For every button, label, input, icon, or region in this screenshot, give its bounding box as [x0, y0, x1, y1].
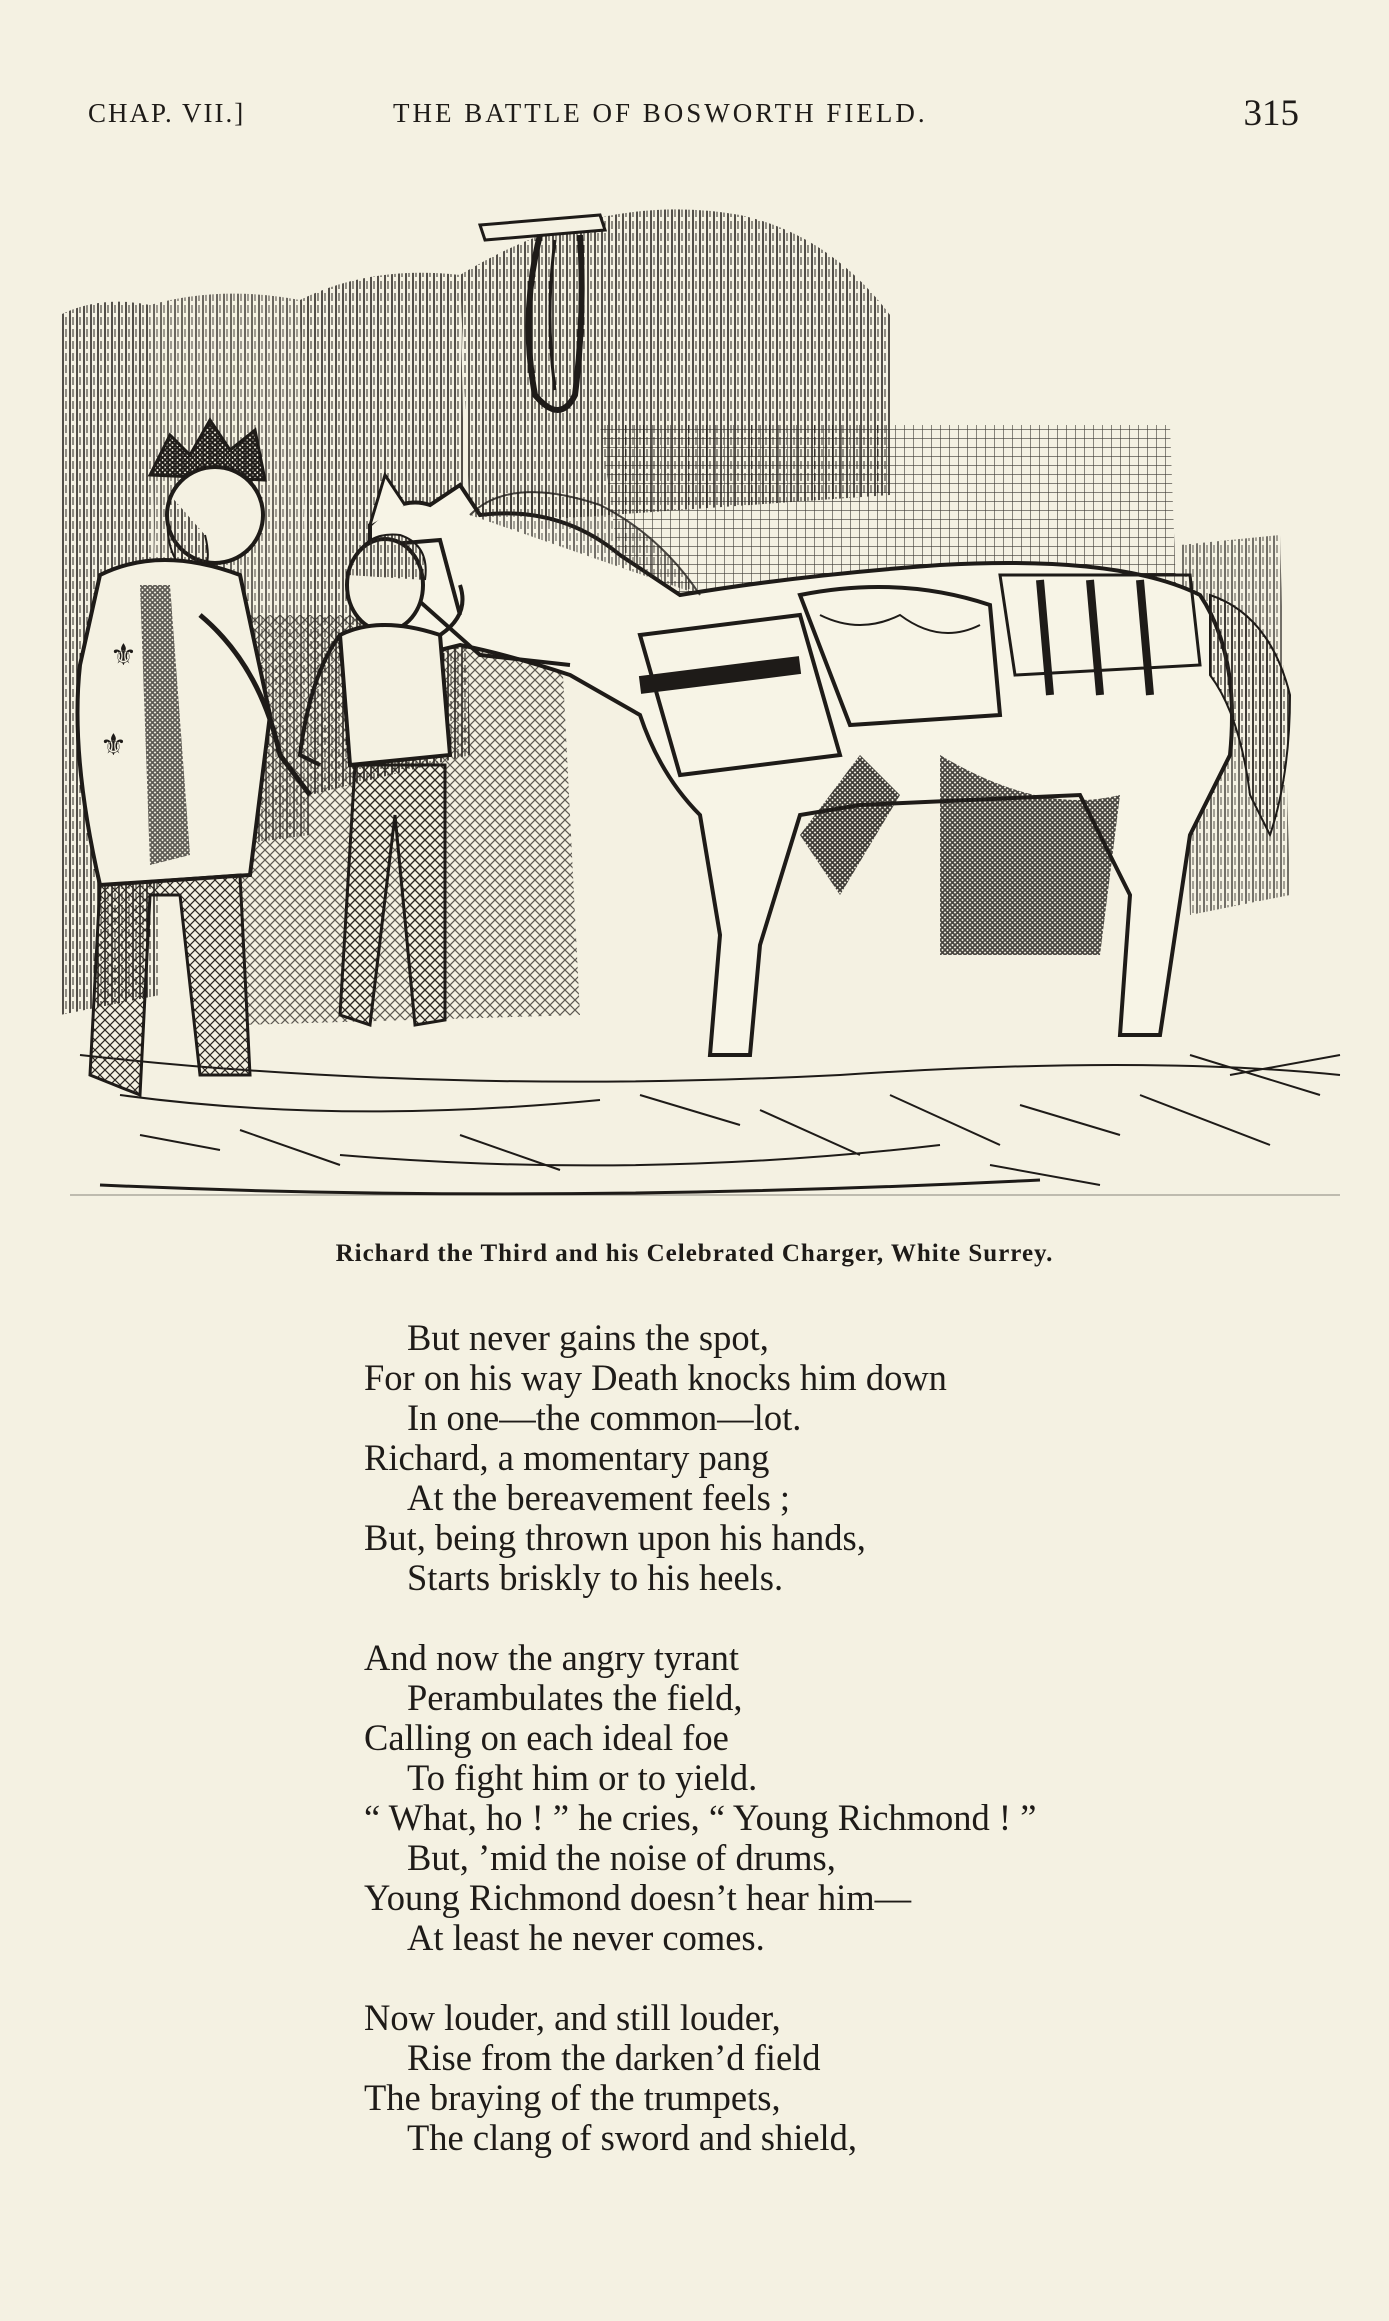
- illustration-caption: Richard the Third and his Celebrated Charger, White Surrey.: [335, 1240, 1054, 1267]
- poem-line: But, ’mid the noise of drums,: [407, 1837, 836, 1878]
- poem-line: And now the angry tyrant: [364, 1637, 740, 1678]
- poem-line: Rise from the darken’d field: [407, 2037, 821, 2078]
- poem-line: For on his way Death knocks him down: [364, 1357, 947, 1398]
- svg-text:⚜: ⚜: [100, 728, 127, 763]
- page-number: 315: [1243, 93, 1299, 134]
- poem-line: Richard, a momentary pang: [364, 1437, 770, 1478]
- poem-line: But never gains the spot,: [407, 1317, 769, 1358]
- stanza: [364, 1318, 1244, 1598]
- poem-line: To fight him or to yield.: [407, 1757, 758, 1798]
- svg-text:⚜: ⚜: [110, 638, 137, 673]
- poem-line: But, being thrown upon his hands,: [364, 1517, 866, 1558]
- straw-floor: [80, 1055, 1340, 1194]
- engraving-richard-and-horse: [40, 195, 1360, 1215]
- stanza: [364, 1998, 1244, 2158]
- chapter-label: CHAP. VII.]: [88, 98, 246, 128]
- poem-line: At the bereavement feels ;: [407, 1477, 791, 1518]
- poem-line: In one—the common—lot.: [407, 1397, 802, 1438]
- poem-line: “ What, ho ! ” he cries, “ Young Richmond ! ”: [364, 1797, 1037, 1838]
- running-title: THE BATTLE OF BOSWORTH FIELD.: [393, 98, 928, 128]
- poem-line: Now louder, and still louder,: [364, 1997, 781, 2038]
- stanza: [364, 1638, 1244, 1958]
- poem-line: Perambulates the field,: [407, 1677, 743, 1718]
- poem-line: The clang of sword and shield,: [407, 2117, 858, 2158]
- poem-line: The braying of the trumpets,: [364, 2077, 781, 2118]
- poem-line: Starts briskly to his heels.: [407, 1557, 784, 1598]
- poem: [364, 1318, 1244, 2198]
- poem-line: Calling on each ideal foe: [364, 1717, 729, 1758]
- poem-line: At least he never comes.: [407, 1917, 765, 1958]
- poem-line: Young Richmond doesn’t hear him—: [364, 1877, 912, 1918]
- running-head: [88, 92, 1299, 142]
